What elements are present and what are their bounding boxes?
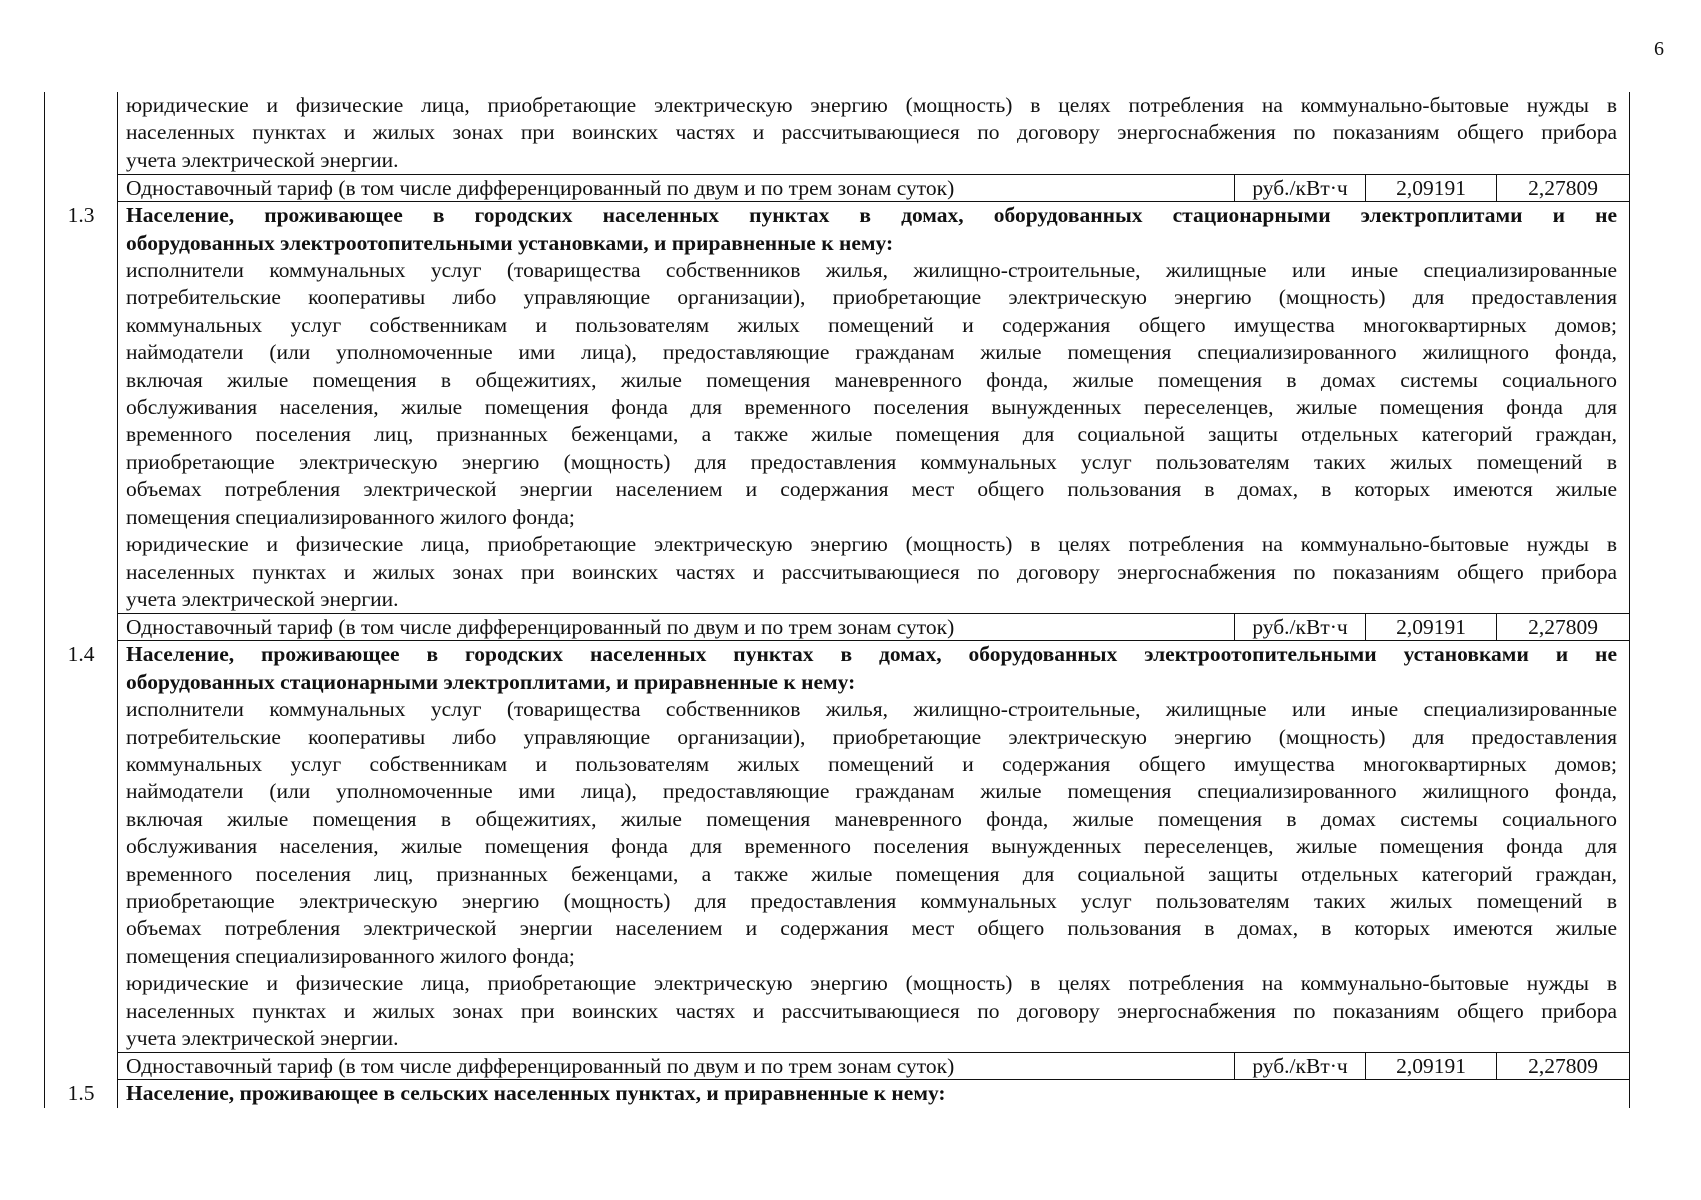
text-line: юридические и физические лица, приобретающие электрическую энергию (мощность) в целях потребления на коммунально-бытовые нужды в — [126, 93, 1617, 117]
page-number: 6 — [1654, 38, 1664, 60]
rate-description: Одноставочный тариф (в том числе дифференцированный по двум и по трем зонам суток) — [118, 614, 1235, 640]
table-row — [45, 92, 1630, 175]
text-line: учета электрической энергии. — [126, 147, 399, 172]
text-line: населенных пунктах и жилых зонах при воинских частях и рассчитывающиеся по договору энергоснабжения по показаниям общего прибора — [126, 559, 1617, 584]
text-line: юридические и физические лица, приобретающие электрическую энергию (мощность) в целях потребления на коммунально-бытовые нужды в — [126, 532, 1617, 557]
text-line: исполнители коммунальных услуг (товарищества собственников жилья, жилищно-строительные, жилищные или иные специализированные — [126, 697, 1617, 722]
text-line: временного поселения лиц, признанных беженцами, а также жилые помещения для социальной защиты отдельных категорий граждан, — [126, 422, 1617, 447]
row-number-cell — [45, 92, 118, 175]
rate-value-1: 2,09191 — [1366, 1053, 1497, 1079]
text-line: коммунальных услуг собственникам и пользователям жилых помещений и содержания общего имущества многоквартирных домов; — [126, 751, 1617, 776]
rate-unit: руб./кВт·ч — [1235, 1053, 1366, 1079]
section-number: 1.4 — [45, 641, 118, 1053]
table-row — [45, 641, 1630, 1053]
text-line: помещения специализированного жилого фонда; — [126, 504, 575, 529]
rate-unit: руб./кВт·ч — [1235, 175, 1366, 201]
rate-value-2: 2,27809 — [1528, 615, 1598, 640]
content-cell — [118, 202, 1630, 614]
section-heading-line: оборудованных электроотопительными установками, и приравненные к нему: — [126, 230, 894, 255]
text-line: потребительские кооперативы либо управляющие организации), приобретающие электрическую энергию (мощность) для предоставления — [126, 724, 1617, 749]
text-line: учета электрической энергии. — [126, 586, 399, 611]
content-cell — [118, 92, 1630, 175]
text-line: включая жилые помещения в общежитиях, жилые помещения маневренного фонда, жилые помещения в домах системы социального — [126, 367, 1617, 392]
rate-value-2: 2,27809 — [1528, 1054, 1598, 1079]
text-line: временного поселения лиц, признанных беженцами, а также жилые помещения для социальной защиты отдельных категорий граждан, — [126, 861, 1617, 886]
tariff-table — [44, 92, 1630, 1108]
section-heading-line: Население, проживающее в городских населенных пунктах в домах, оборудованных электроотопительными установками и не — [126, 642, 1617, 667]
content-cell — [118, 641, 1630, 1053]
text-line: исполнители коммунальных услуг (товарищества собственников жилья, жилищно-строительные, жилищные или иные специализированные — [126, 258, 1617, 283]
text-line: наймодатели (или уполномоченные ими лица), предоставляющие гражданам жилые помещения специализированного жилищного фонда, — [126, 340, 1617, 365]
rate-row — [45, 1053, 1630, 1080]
text-line: приобретающие электрическую энергию (мощность) для предоставления коммунальных услуг пользователям таких жилых помещений в — [126, 449, 1617, 474]
rate-description: Одноставочный тариф (в том числе дифференцированный по двум и по трем зонам суток) — [118, 1053, 1235, 1079]
text-line: населенных пунктах и жилых зонах при воинских частях и рассчитывающиеся по договору энергоснабжения по показаниям общего прибора — [126, 998, 1617, 1023]
text-line: обслуживания населения, жилые помещения фонда для временного поселения вынужденных переселенцев, жилые помещения фонда для — [126, 834, 1617, 859]
rate-unit: руб./кВт·ч — [1235, 614, 1366, 640]
text-line: коммунальных услуг собственникам и пользователям жилых помещений и содержания общего имущества многоквартирных домов; — [126, 312, 1617, 337]
text-line: потребительские кооперативы либо управляющие организации), приобретающие электрическую энергию (мощность) для предоставления — [126, 285, 1617, 310]
text-line: помещения специализированного жилого фонда; — [126, 943, 575, 968]
text-line: учета электрической энергии. — [126, 1026, 399, 1050]
section-number: 1.5 — [45, 1080, 118, 1108]
text-line: населенных пунктах и жилых зонах при воинских частях и рассчитывающиеся по договору энергоснабжения по показаниям общего прибора — [126, 120, 1617, 145]
text-line: обслуживания населения, жилые помещения фонда для временного поселения вынужденных переселенцев, жилые помещения фонда для — [126, 395, 1617, 420]
section-heading-line: Население, проживающее в городских населенных пунктах в домах, оборудованных стационарными электроплитами и не — [126, 203, 1617, 228]
section-heading-line: Население, проживающее в сельских населенных пунктах, и приравненные к нему: — [126, 1081, 946, 1106]
content-cell — [118, 1080, 1630, 1108]
text-line: юридические и физические лица, приобретающие электрическую энергию (мощность) в целях потребления на коммунально-бытовые нужды в — [126, 971, 1617, 996]
rate-value-1: 2,09191 — [1366, 614, 1497, 640]
table-row — [45, 202, 1630, 614]
text-line: включая жилые помещения в общежитиях, жилые помещения маневренного фонда, жилые помещения в домах системы социального — [126, 806, 1617, 831]
rate-value-1: 2,09191 — [1366, 175, 1497, 201]
text-line: приобретающие электрическую энергию (мощность) для предоставления коммунальных услуг пользователям таких жилых помещений в — [126, 888, 1617, 913]
text-line: наймодатели (или уполномоченные ими лица), предоставляющие гражданам жилые помещения специализированного жилищного фонда, — [126, 779, 1617, 804]
rate-value-2: 2,27809 — [1528, 176, 1598, 201]
section-number: 1.3 — [45, 202, 118, 614]
table-row — [45, 1080, 1630, 1108]
text-line: объемах потребления электрической энергии населением и содержания мест общего пользования в домах, в которых имеются жилые — [126, 916, 1617, 941]
section-heading-line: оборудованных стационарными электроплитами, и приравненные к нему: — [126, 669, 856, 694]
rate-row — [45, 614, 1630, 641]
rate-row — [45, 175, 1630, 202]
text-line: объемах потребления электрической энергии населением и содержания мест общего пользования в домах, в которых имеются жилые — [126, 477, 1617, 502]
rate-description: Одноставочный тариф (в том числе дифференцированный по двум и по трем зонам суток) — [118, 175, 1235, 201]
